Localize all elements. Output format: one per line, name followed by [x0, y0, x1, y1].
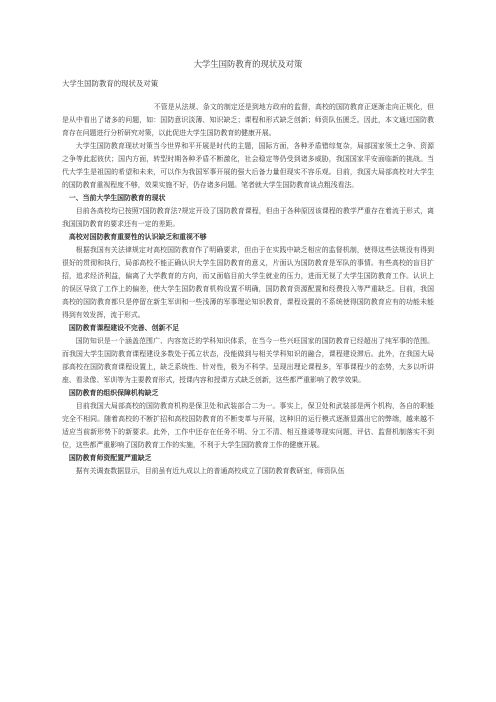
- paragraph: 根据我国有关法律规定对高校国防教育作了明确要求，但由于在实践中缺乏相应的监督机制，使得这些法规没有得到很好的贯彻和执行，局部高校不能正确认识大学生国防教育的意义，片面认为国防教育是军队的事情。有些高校的盲目扩招，追求经济利益，偏离了大学教育的方向，而又面临目前大学生就业的压力，进而无视了大学生国防教育工作。认识上的误区导致了工作上的偏差，使大学生国防教育机构设置不明确，国防教育资源配置和经费投入等严重缺乏。目前，我国高校的国防教育都只是停留在新生军训和一些浅薄的军事理论知识教育，课程设置的不系统使得国防教育应有的功能未能得到有效发挥，流于形式。: [62, 246, 434, 319]
- section-heading: 一、当前大学生国防教育的现状: [68, 194, 166, 202]
- document-body: [62, 101, 434, 478]
- section-heading: 国防教育课程建设不完善、创新不足: [68, 324, 180, 332]
- section-heading: 国防教育的组织保障机构缺乏: [68, 389, 159, 397]
- paragraph: 目前各高校均已按照?国防教育法?规定开设了国防教育课程，但由于各种原因该课程的教学严重存在着流于形式，离我国国防教育的要求还有一定的差距。: [62, 207, 434, 228]
- paragraph: 目前我国大局部高校的国防教育机构是保卫处和武装部合二为一。事实上，保卫处和武装部是两个机构，各自的职能完全不相同。随着高校的不断扩招和高校国防教育的不断变革与开展，这种旧的运行模式逐渐显露出它的弊端，越来越不适应当前新形势下的新要求。此外，工作中还存在任务不明、分工不清、相互推诿等现实问题，评估、监督机制落实不到位，这些都严重影响了国防教育工作的实施，不利于大学生国防教育工作的健康开展。: [62, 402, 434, 449]
- document-subtitle: 大学生国防教育的现状及对策: [62, 79, 159, 88]
- paragraph: 大学生国防教育现状对策当今世界和平开展是时代的主题，国际方面，各种矛盾错综复杂，局部国家领土之争、资源之争等此起彼伏；国内方面，转型时期各种矛盾不断激化，社会稳定等仍受到诸多威胁，我国国家平安面临新的挑战。当代大学生是祖国的希望和未来，可以作为我国军事开展的强大后备力量但现实不容乐观。目前，我国大局部高校对大学生的国防教育重视程度不够，效果实施不好，仍存诸多问题。笔者就大学生国防教育谈点粗浅看法。: [62, 142, 434, 189]
- document-title: 大学生国防教育的现状及对策: [193, 59, 303, 69]
- paragraph: 国防知识是一个涵盖范围广、内容宽泛的学科知识体系，在当今一些兴旺国家的国防教育已经超出了纯军事的范围。而我国大学生国防教育课程建设多数处于孤立状态，没能做到与相关学科知识的融合，课程建设滞后。此外，在我国大局部高校在国防教育课程设置上，缺乏系统性、针对性，极为不科学。呈现出理论课程多，军事课程少的态势，大多以听讲座、看录像、军训等为主要教育形式，授课内容和授课方式缺乏创新，这些都严重影响了教学效果。: [62, 337, 434, 384]
- paragraph: 据有关调查数据显示，目前虽有近九成以上的普通高校成立了国防教育教研室，师资队伍: [75, 467, 345, 475]
- paragraph: 不管是从法规、条文的制定还是到地方政府的监督，高校的国防教育正逐渐走向正规化，但是从中看出了诸多的问题，如：国防意识淡薄、知识缺乏；课程和形式缺乏创新；师资队伍匮乏。因此，本文通过国防教育存在问题进行分析研究对策，以此促进大学生国防教育的健康开展。: [62, 103, 434, 137]
- section-heading: 高校对国防教育重要性的认识缺乏和重视不够: [68, 233, 207, 241]
- section-heading: 国防教育师资配置严重缺乏: [68, 454, 152, 462]
